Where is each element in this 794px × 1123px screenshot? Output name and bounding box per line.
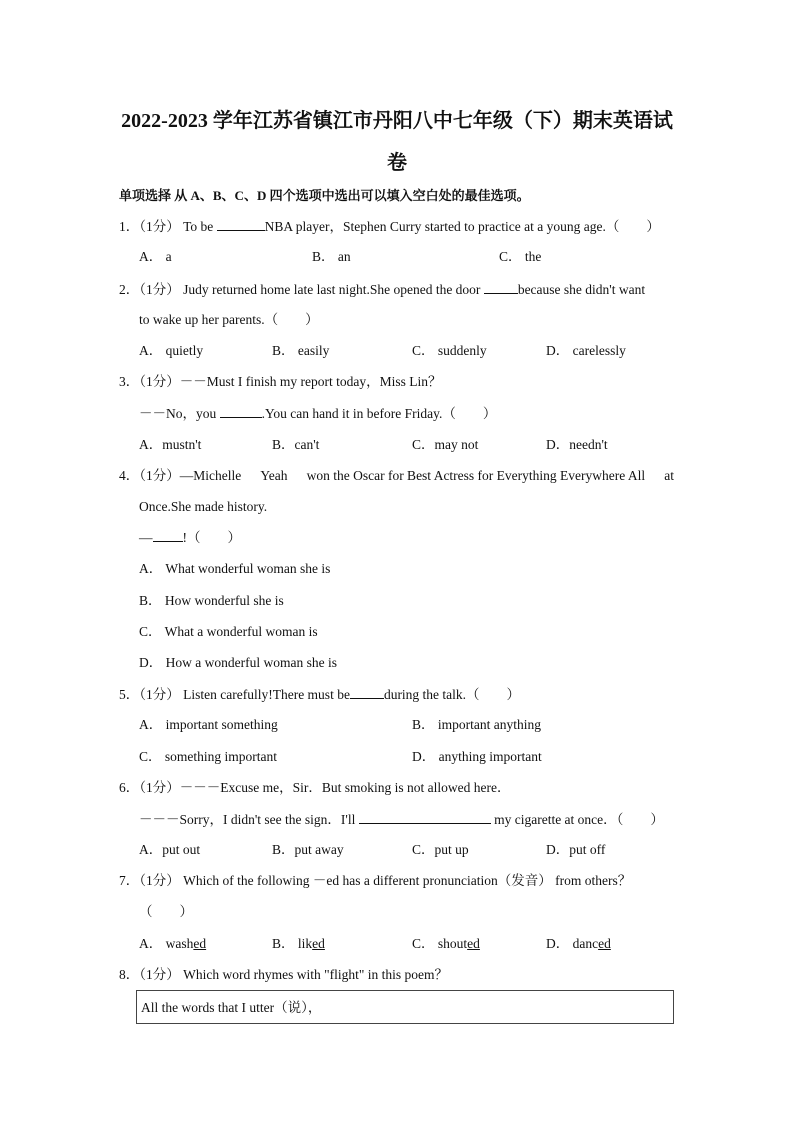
exam-title-line1: 2022-2023 学年江苏省镇江市丹阳八中七年级（下）期末英语试 <box>121 110 673 132</box>
option-a[interactable]: A． quietly <box>139 343 204 358</box>
question-text: won the Oscar for Best Actress for Everything Everywhere All <box>306 468 646 483</box>
option-a[interactable]: A． important something <box>139 717 278 732</box>
poem-box <box>136 990 674 1024</box>
answer-blank[interactable] <box>217 216 265 231</box>
answer-blank[interactable] <box>153 527 183 542</box>
question-2 <box>119 279 645 300</box>
question-number: 3．（1分） <box>119 374 180 389</box>
option-b[interactable]: B． easily <box>272 343 330 358</box>
option-c[interactable]: C．may not <box>412 437 479 452</box>
question-5 <box>119 684 520 705</box>
question-1 <box>119 216 660 237</box>
question-number: 6．（1分） <box>119 780 180 795</box>
question-number: 1．（1分） <box>119 219 180 234</box>
option-a[interactable]: A．put out <box>139 842 201 857</box>
question-4-reply: — !（ ） <box>139 527 241 548</box>
question-text: Judy returned home late last night.She opened the door <box>183 282 484 297</box>
option-a[interactable]: A．mustn't <box>139 437 202 452</box>
question-text: because she didn't want <box>517 282 646 297</box>
question-8 <box>119 965 448 985</box>
option-d[interactable]: D．put off <box>546 842 606 857</box>
question-text: Listen carefully!There must be <box>183 687 350 702</box>
answer-parentheses: （ ） <box>139 904 193 919</box>
question-text: －－No，you <box>139 406 220 421</box>
question-3-reply <box>139 403 496 424</box>
option-a[interactable]: A． washed <box>139 936 207 951</box>
option-a[interactable]: A． What wonderful woman she is <box>139 561 331 576</box>
question-text: my cigarette at once．（ ） <box>490 812 664 827</box>
answer-blank[interactable] <box>359 809 491 824</box>
answer-blank[interactable] <box>220 403 262 418</box>
question-number: 7．（1分） <box>119 873 180 888</box>
question-3 <box>119 372 442 392</box>
option-d[interactable]: D． carelessly <box>546 343 626 358</box>
question-number: 5．（1分） <box>119 687 180 702</box>
option-c[interactable]: C． What a wonderful woman is <box>139 624 318 639</box>
answer-blank[interactable] <box>484 279 518 294</box>
option-b[interactable]: B． How wonderful she is <box>139 593 284 608</box>
question-text: Which word rhymes with "flight" in this poem？ <box>183 967 448 982</box>
answer-blank[interactable] <box>350 684 384 699</box>
option-d[interactable]: D． anything important <box>412 749 542 764</box>
option-b[interactable]: B． important anything <box>412 717 541 732</box>
question-text: Which of the following －ed has a different pronunciation（发音） from others？ <box>183 873 632 888</box>
question-text: －－－Excuse me，Sir．But smoking is not allowed here． <box>179 780 511 795</box>
option-b[interactable]: B． an <box>312 249 351 264</box>
option-c[interactable]: C． something important <box>139 749 277 764</box>
option-c[interactable]: C． the <box>499 249 542 264</box>
question-text: at <box>664 468 674 483</box>
question-2-continued: to wake up her parents.（ ） <box>139 312 319 327</box>
question-text: .You can hand it in before Friday.（ ） <box>261 406 497 421</box>
option-b[interactable]: B． liked <box>272 936 325 951</box>
option-c[interactable]: C．put up <box>412 842 469 857</box>
option-d[interactable]: D． danced <box>546 936 611 951</box>
exam-title-line2: 卷 <box>387 152 407 174</box>
question-text: during the talk.（ ） <box>383 687 521 702</box>
question-number: 2．（1分） <box>119 282 180 297</box>
option-d[interactable]: D． How a wonderful woman she is <box>139 655 337 670</box>
option-b[interactable]: B．put away <box>272 842 344 857</box>
question-7 <box>119 871 631 891</box>
question-text: To be <box>183 219 217 234</box>
question-6-reply <box>139 809 664 830</box>
question-text: NBA player，Stephen Curry started to practice at a young age.（ ） <box>264 219 660 234</box>
question-4 <box>119 466 674 486</box>
option-d[interactable]: D．needn't <box>546 437 608 452</box>
question-text: －－Must I finish my report today，Miss Lin？ <box>179 374 442 389</box>
question-6 <box>119 778 510 798</box>
option-c[interactable]: C． shouted <box>412 936 480 951</box>
option-c[interactable]: C． suddenly <box>412 343 487 358</box>
poem-line: All the words that I utter（说）， <box>141 1000 322 1015</box>
question-text: －－－Sorry，I didn't see the sign．I'll <box>139 812 359 827</box>
section-instruction: 单项选择 从 A、B、C、D 四个选项中选出可以填入空白处的最佳选项。 <box>119 188 530 203</box>
option-b[interactable]: B．can't <box>272 437 320 452</box>
question-number: 8．（1分） <box>119 967 180 982</box>
question-text: Yeah <box>260 468 288 483</box>
question-number-and-word: 4．（1分）—Michelle <box>119 468 242 483</box>
question-4-continued: Once.She made history. <box>139 499 268 514</box>
option-a[interactable]: A． a <box>139 249 172 264</box>
